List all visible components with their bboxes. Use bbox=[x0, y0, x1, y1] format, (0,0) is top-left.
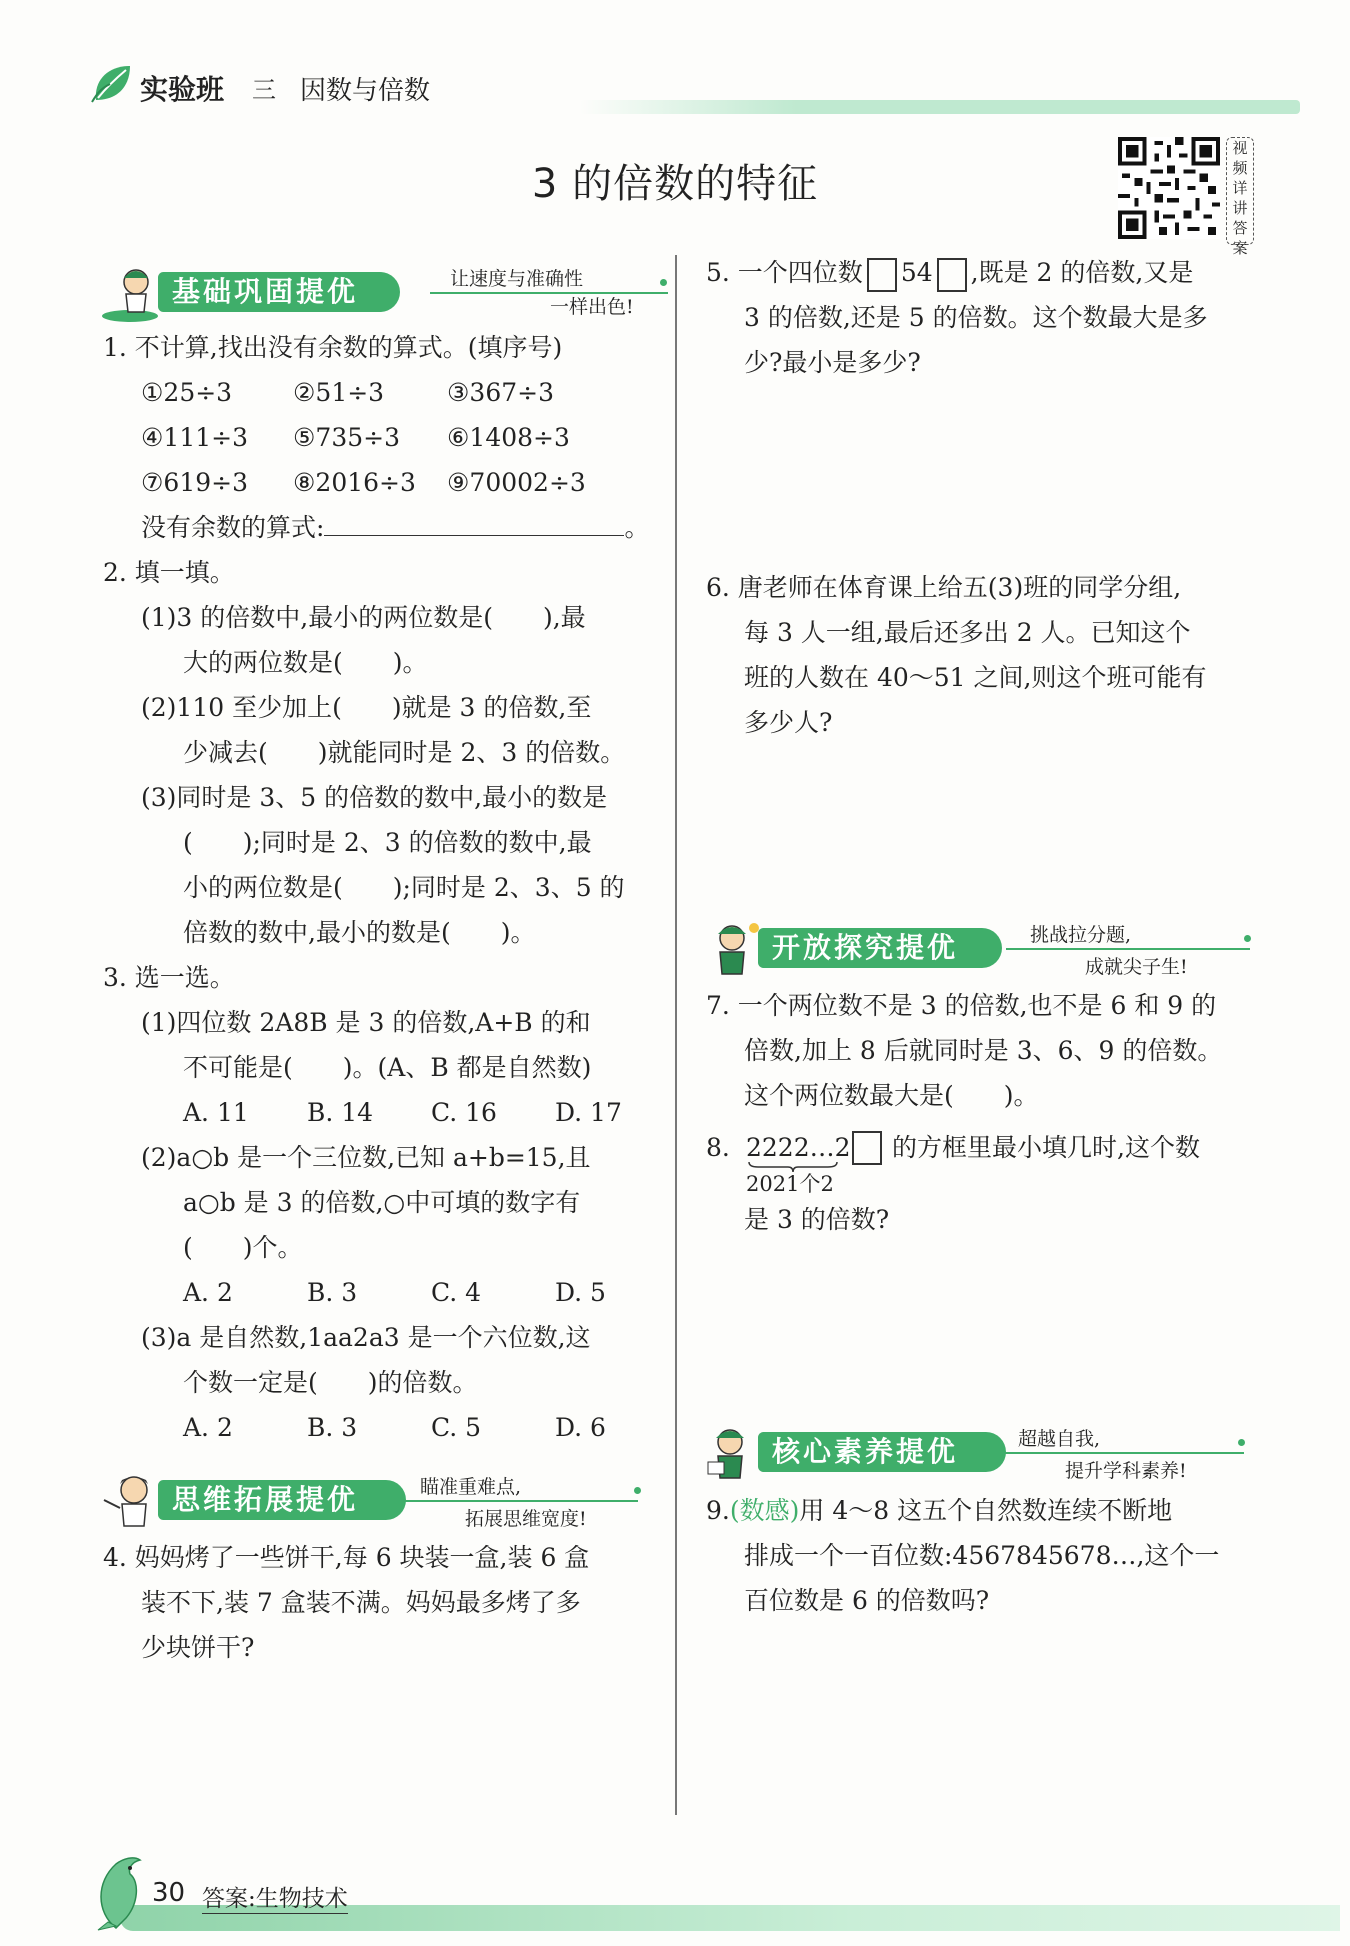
choice[interactable]: A. 2 bbox=[183, 1278, 233, 1307]
option-row bbox=[103, 415, 649, 460]
digit-box[interactable] bbox=[852, 1131, 882, 1165]
option: ③367÷3 bbox=[447, 378, 554, 407]
banner-rule bbox=[1006, 948, 1250, 950]
unit-number: 三 bbox=[252, 76, 276, 104]
question-line: (1)3 的倍数中,最小的两位数是( ),最 bbox=[141, 603, 586, 632]
option: ⑨70002÷3 bbox=[447, 468, 586, 497]
option: ⑥1408÷3 bbox=[447, 423, 570, 452]
question-line bbox=[706, 1125, 1200, 1171]
section-title: 开放探究提优 bbox=[758, 928, 1002, 968]
question-text: 的方框里最小填几时,这个数 bbox=[892, 1133, 1200, 1162]
question-line: 倍数的数中,最小的数是( )。 bbox=[183, 918, 536, 947]
qr-caption-char: 讲 bbox=[1232, 199, 1248, 217]
question-1 bbox=[103, 325, 649, 550]
column-divider bbox=[675, 255, 677, 1815]
question-stem: 1. 不计算,找出没有余数的算式。(填序号) bbox=[103, 333, 563, 362]
section-banner-open bbox=[700, 918, 1260, 982]
banner-dot bbox=[634, 1487, 641, 1494]
question-line: 每 3 人一组,最后还多出 2 人。已知这个 bbox=[744, 618, 1191, 647]
question-6 bbox=[706, 565, 1206, 745]
brand-name: 实验班 bbox=[140, 73, 225, 106]
question-line: 少块饼干? bbox=[141, 1633, 255, 1662]
section-title: 基础巩固提优 bbox=[158, 272, 400, 312]
question-stem: 3. 选一选。 bbox=[103, 963, 235, 992]
digit-box[interactable] bbox=[867, 258, 897, 292]
choice[interactable]: A. 11 bbox=[183, 1098, 249, 1127]
unit-title: 因数与倍数 bbox=[300, 76, 431, 106]
choice[interactable]: D. 6 bbox=[555, 1413, 606, 1442]
question-line: 装不下,装 7 盒装不满。妈妈最多烤了多 bbox=[141, 1588, 581, 1617]
section-slogan: 提升学科素养! bbox=[1065, 1460, 1187, 1482]
qr-caption-char: 视 bbox=[1232, 139, 1248, 157]
dolphin-icon bbox=[86, 1852, 150, 1932]
page-title: 3 的倍数的特征 bbox=[531, 161, 819, 207]
question-line: (3)a 是自然数,1aa2a3 是一个六位数,这 bbox=[141, 1323, 591, 1352]
question-line: ( )个。 bbox=[183, 1233, 303, 1262]
underbrace-icon bbox=[748, 1161, 838, 1173]
question-line: 这个两位数最大是( )。 bbox=[744, 1081, 1039, 1110]
option: ②51÷3 bbox=[293, 378, 385, 407]
banner-dot bbox=[1244, 935, 1251, 942]
thinking-kid-icon bbox=[100, 1470, 166, 1534]
option-row bbox=[103, 460, 649, 505]
question-text: 5. 一个四位数 bbox=[706, 258, 863, 287]
choice-row bbox=[103, 1405, 622, 1450]
option-row bbox=[103, 370, 649, 415]
question-line: 班的人数在 40～51 之间,则这个班可能有 bbox=[744, 663, 1207, 692]
qr-caption bbox=[1226, 137, 1254, 257]
question-7 bbox=[706, 983, 1222, 1118]
skateboard-kid-icon bbox=[100, 262, 166, 326]
question-line: 排成一个一百位数:4567845678…,这个一 bbox=[744, 1541, 1220, 1570]
page-number: 30 bbox=[152, 1878, 186, 1908]
question-line bbox=[706, 1488, 1219, 1533]
question-line: 少减去( )就能同时是 2、3 的倍数。 bbox=[183, 738, 626, 767]
question-3 bbox=[103, 955, 622, 1450]
choice-row bbox=[103, 1090, 622, 1135]
question-line: (2)110 至少加上( )就是 3 的倍数,至 bbox=[141, 693, 592, 722]
leaf-logo-icon bbox=[90, 62, 134, 104]
option: ①25÷3 bbox=[141, 378, 233, 407]
banner-rule bbox=[400, 1500, 638, 1502]
choice[interactable]: B. 14 bbox=[307, 1098, 374, 1127]
answer-line bbox=[103, 505, 649, 550]
choice[interactable]: A. 2 bbox=[183, 1413, 233, 1442]
qr-caption-char: 案 bbox=[1232, 239, 1248, 257]
section-slogan: 一样出色! bbox=[550, 296, 634, 318]
question-4 bbox=[103, 1535, 589, 1670]
question-line: 4. 妈妈烤了一些饼干,每 6 块装一盒,装 6 盒 bbox=[103, 1543, 590, 1572]
section-slogan: 拓展思维宽度! bbox=[465, 1508, 587, 1530]
section-title: 核心素养提优 bbox=[758, 1432, 1006, 1472]
question-line: 不可能是( )。(A、B 都是自然数) bbox=[183, 1053, 592, 1082]
reading-kid-icon bbox=[700, 1422, 766, 1486]
choice[interactable]: B. 3 bbox=[307, 1413, 358, 1442]
choice[interactable]: C. 16 bbox=[431, 1098, 497, 1127]
choice-row bbox=[103, 1270, 622, 1315]
section-banner-core bbox=[700, 1422, 1260, 1486]
question-line: ( );同时是 2、3 的倍数的数中,最 bbox=[183, 828, 592, 857]
answer-blank[interactable] bbox=[324, 509, 624, 536]
qr-caption-char: 详 bbox=[1232, 179, 1248, 197]
question-line bbox=[706, 250, 1208, 295]
header-band bbox=[580, 100, 1300, 114]
option: ⑤735÷3 bbox=[293, 423, 400, 452]
question-text: ,既是 2 的倍数,又是 bbox=[970, 258, 1194, 287]
choice[interactable]: C. 5 bbox=[431, 1413, 482, 1442]
section-slogan: 超越自我, bbox=[1018, 1428, 1101, 1450]
question-line: 少?最小是多少? bbox=[744, 348, 921, 377]
question-line: 个数一定是( )的倍数。 bbox=[183, 1368, 478, 1397]
digit-box[interactable] bbox=[937, 258, 967, 292]
question-5 bbox=[706, 250, 1208, 385]
answer-key-label: 答案:生物技术 bbox=[202, 1880, 348, 1914]
section-slogan: 挑战拉分题, bbox=[1030, 924, 1132, 946]
qr-code-icon[interactable] bbox=[1118, 137, 1220, 239]
banner-rule bbox=[430, 292, 668, 294]
answer-end: 。 bbox=[624, 513, 650, 542]
section-banner-basic bbox=[100, 262, 670, 326]
question-line: a○b 是 3 的倍数,○中可填的数字有 bbox=[183, 1188, 581, 1217]
question-line: 倍数,加上 8 后就同时是 3、6、9 的倍数。 bbox=[744, 1036, 1223, 1065]
question-line: 是 3 的倍数? bbox=[744, 1205, 890, 1234]
option: ④111÷3 bbox=[141, 423, 248, 452]
answer-label: 没有余数的算式: bbox=[141, 513, 325, 542]
question-number: 9. bbox=[706, 1496, 730, 1525]
question-line: (1)四位数 2A8B 是 3 的倍数,A+B 的和 bbox=[141, 1008, 591, 1037]
banner-dot bbox=[1238, 1439, 1245, 1446]
option: ⑦619÷3 bbox=[141, 468, 248, 497]
question-text: 54 bbox=[900, 258, 933, 287]
question-stem: 2. 填一填。 bbox=[103, 558, 235, 587]
question-9 bbox=[706, 1488, 1219, 1623]
question-line: (2)a○b 是一个三位数,已知 a+b=15,且 bbox=[141, 1143, 591, 1172]
question-line: 小的两位数是( );同时是 2、3、5 的 bbox=[183, 873, 625, 902]
choice[interactable]: B. 3 bbox=[307, 1278, 358, 1307]
question-line: 多少人? bbox=[744, 708, 833, 737]
question-line: 3 的倍数,还是 5 的倍数。这个数最大是多 bbox=[744, 303, 1208, 332]
question-line: 7. 一个两位数不是 3 的倍数,也不是 6 和 9 的 bbox=[706, 991, 1217, 1020]
qr-caption-char: 频 bbox=[1232, 159, 1248, 177]
section-banner-thinking bbox=[100, 1470, 670, 1534]
banner-dot bbox=[660, 279, 667, 286]
question-2 bbox=[103, 550, 625, 955]
repeated-digits: 2222…2 bbox=[746, 1133, 851, 1162]
question-text: 用 4～8 这五个自然数连续不断地 bbox=[799, 1496, 1173, 1525]
section-title: 思维拓展提优 bbox=[158, 1480, 406, 1520]
banner-rule bbox=[1000, 1452, 1244, 1454]
choice[interactable]: C. 4 bbox=[431, 1278, 482, 1307]
option: ⑧2016÷3 bbox=[293, 468, 416, 497]
choice[interactable]: D. 5 bbox=[555, 1278, 606, 1307]
skill-tag: (数感) bbox=[729, 1496, 800, 1525]
question-number: 8. bbox=[706, 1133, 730, 1162]
qr-caption-char: 答 bbox=[1232, 219, 1248, 237]
digit-count: 2021个2 bbox=[746, 1172, 834, 1196]
explorer-kid-icon bbox=[700, 918, 766, 982]
question-line: (3)同时是 3、5 的倍数的数中,最小的数是 bbox=[141, 783, 608, 812]
question-8 bbox=[706, 1125, 1200, 1242]
question-line: 6. 唐老师在体育课上给五(3)班的同学分组, bbox=[706, 573, 1182, 602]
section-slogan: 让速度与准确性 bbox=[450, 268, 584, 290]
choice[interactable]: D. 17 bbox=[555, 1098, 622, 1127]
question-line: 大的两位数是( )。 bbox=[183, 648, 428, 677]
question-line: 百位数是 6 的倍数吗? bbox=[744, 1586, 990, 1615]
section-slogan: 成就尖子生! bbox=[1085, 956, 1188, 978]
section-slogan: 瞄准重难点, bbox=[420, 1476, 522, 1498]
